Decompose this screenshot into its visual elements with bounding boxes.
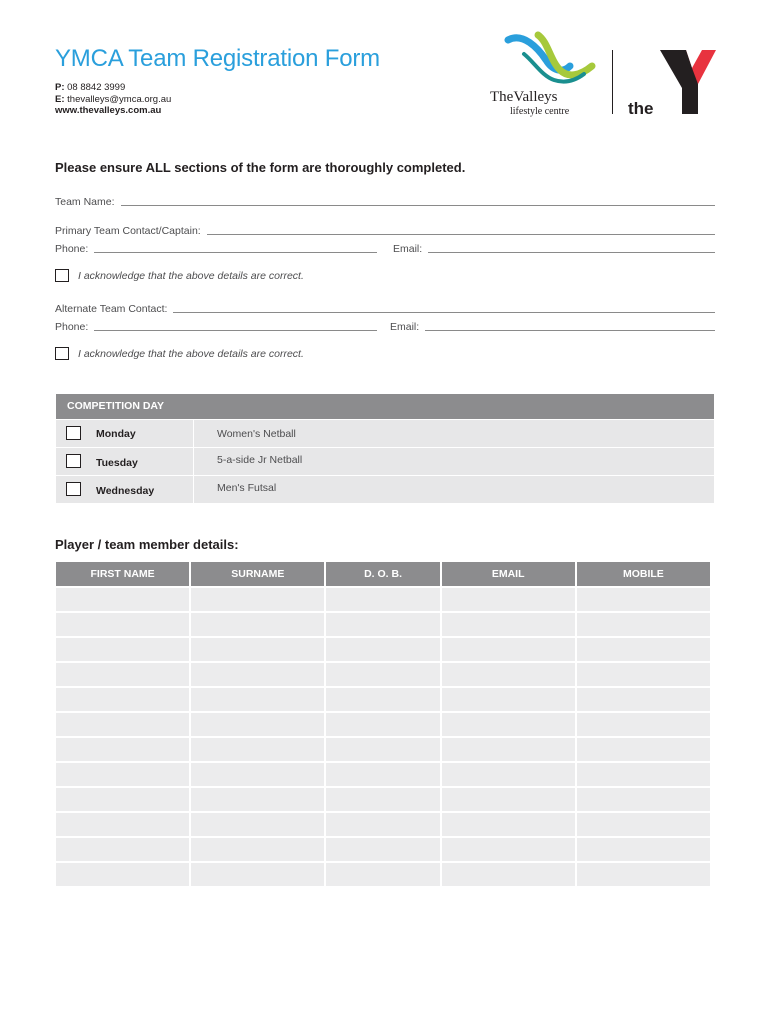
players-header-row: [56, 562, 710, 586]
player-cell[interactable]: [442, 588, 575, 611]
player-cell[interactable]: [326, 588, 439, 611]
alternate-acknowledge[interactable]: I acknowledge that the above details are correct.: [55, 347, 304, 360]
table-row: [56, 738, 710, 761]
player-cell[interactable]: [442, 713, 575, 736]
table-row: [56, 838, 710, 861]
player-cell[interactable]: [56, 713, 189, 736]
player-cell[interactable]: [326, 688, 439, 711]
primary-email-field[interactable]: Email:: [393, 241, 715, 255]
player-cell[interactable]: [56, 688, 189, 711]
player-cell[interactable]: [326, 813, 439, 836]
col-first-name: FIRST NAME: [56, 562, 189, 586]
player-cell[interactable]: [191, 813, 324, 836]
player-cell[interactable]: [326, 638, 439, 661]
player-cell[interactable]: [577, 613, 710, 636]
player-cell[interactable]: [577, 688, 710, 711]
player-cell[interactable]: [326, 763, 439, 786]
player-cell[interactable]: [191, 613, 324, 636]
player-cell[interactable]: [577, 638, 710, 661]
player-cell[interactable]: [326, 863, 439, 886]
table-row: [56, 613, 710, 636]
player-cell[interactable]: [56, 838, 189, 861]
player-cell[interactable]: [326, 838, 439, 861]
col-email: EMAIL: [442, 562, 575, 586]
logo-divider: [612, 50, 613, 114]
contact-details: [55, 82, 171, 117]
col-surname: SURNAME: [191, 562, 324, 586]
table-row: [56, 813, 710, 836]
competition-row-monday[interactable]: Monday Women's Netball: [56, 420, 714, 447]
table-row: [56, 638, 710, 661]
alternate-phone-field[interactable]: Phone:: [55, 319, 377, 333]
player-cell[interactable]: [577, 763, 710, 786]
valleys-logo: [488, 30, 600, 118]
table-row: [56, 663, 710, 686]
player-cell[interactable]: [577, 713, 710, 736]
competition-day-table: [56, 394, 714, 503]
player-cell[interactable]: [442, 738, 575, 761]
col-dob: D. O. B.: [326, 562, 439, 586]
primary-acknowledge-checkbox[interactable]: [55, 269, 69, 282]
contact-phone: P: 08 8842 3999: [55, 82, 126, 93]
player-cell[interactable]: [442, 863, 575, 886]
monday-checkbox[interactable]: [66, 426, 81, 440]
instruction-text: Please ensure ALL sections of the form are thoroughly completed.: [55, 160, 466, 175]
player-cell[interactable]: [56, 863, 189, 886]
player-cell[interactable]: [577, 588, 710, 611]
svg-text:lifestyle centre: lifestyle centre: [510, 106, 570, 117]
players-heading: Player / team member details:: [55, 537, 239, 552]
table-row: [56, 713, 710, 736]
player-cell[interactable]: [577, 788, 710, 811]
player-cell[interactable]: [191, 838, 324, 861]
player-cell[interactable]: [191, 663, 324, 686]
player-cell[interactable]: [191, 588, 324, 611]
competition-row-tuesday[interactable]: Tuesday 5-a-side Jr Netball: [56, 448, 714, 475]
wednesday-checkbox[interactable]: [66, 482, 81, 496]
player-cell[interactable]: [326, 663, 439, 686]
contact-website: www.thevalleys.com.au: [55, 105, 162, 116]
competition-row-wednesday[interactable]: Wednesday Men's Futsal: [56, 476, 714, 503]
player-cell[interactable]: [442, 638, 575, 661]
contact-email: E: thevalleys@ymca.org.au: [55, 93, 172, 105]
svg-text:TheValleys: TheValleys: [490, 89, 558, 105]
player-cell[interactable]: [442, 613, 575, 636]
player-cell[interactable]: [577, 738, 710, 761]
col-mobile: MOBILE: [577, 562, 710, 586]
player-cell[interactable]: [56, 738, 189, 761]
primary-contact-field[interactable]: Primary Team Contact/Captain:: [55, 223, 715, 237]
primary-acknowledge[interactable]: I acknowledge that the above details are correct.: [55, 269, 304, 282]
player-cell[interactable]: [442, 763, 575, 786]
player-cell[interactable]: [56, 613, 189, 636]
table-row: [56, 788, 710, 811]
player-cell[interactable]: [442, 663, 575, 686]
player-cell[interactable]: [326, 738, 439, 761]
player-cell[interactable]: [56, 638, 189, 661]
player-cell[interactable]: [191, 863, 324, 886]
players-table: [54, 560, 712, 888]
table-row: [56, 588, 710, 611]
alternate-contact-field[interactable]: Alternate Team Contact:: [55, 301, 715, 315]
table-row: [56, 688, 710, 711]
tuesday-checkbox[interactable]: [66, 454, 81, 468]
player-cell[interactable]: [191, 688, 324, 711]
ymca-y-logo: [626, 50, 718, 118]
competition-day-heading: COMPETITION DAY: [56, 394, 714, 419]
player-cell[interactable]: [442, 688, 575, 711]
player-cell[interactable]: [56, 663, 189, 686]
player-cell[interactable]: [442, 813, 575, 836]
player-cell[interactable]: [191, 638, 324, 661]
svg-text:the: the: [628, 99, 654, 118]
player-cell[interactable]: [442, 838, 575, 861]
primary-phone-field[interactable]: Phone:: [55, 241, 377, 255]
alternate-acknowledge-checkbox[interactable]: [55, 347, 69, 360]
player-cell[interactable]: [577, 813, 710, 836]
player-cell[interactable]: [577, 663, 710, 686]
table-row: [56, 763, 710, 786]
player-cell[interactable]: [56, 588, 189, 611]
player-cell[interactable]: [326, 713, 439, 736]
player-cell[interactable]: [56, 813, 189, 836]
player-cell[interactable]: [442, 788, 575, 811]
player-cell[interactable]: [191, 738, 324, 761]
player-cell[interactable]: [326, 788, 439, 811]
player-cell[interactable]: [191, 763, 324, 786]
player-cell[interactable]: [191, 788, 324, 811]
alternate-email-field[interactable]: Email:: [390, 319, 715, 333]
player-cell[interactable]: [577, 838, 710, 861]
player-cell[interactable]: [56, 763, 189, 786]
table-row: [56, 863, 710, 886]
player-cell[interactable]: [191, 713, 324, 736]
player-cell[interactable]: [56, 788, 189, 811]
team-name-field[interactable]: Team Name:: [55, 194, 715, 208]
player-cell[interactable]: [326, 613, 439, 636]
player-cell[interactable]: [577, 863, 710, 886]
page-title: YMCA Team Registration Form: [55, 45, 380, 72]
